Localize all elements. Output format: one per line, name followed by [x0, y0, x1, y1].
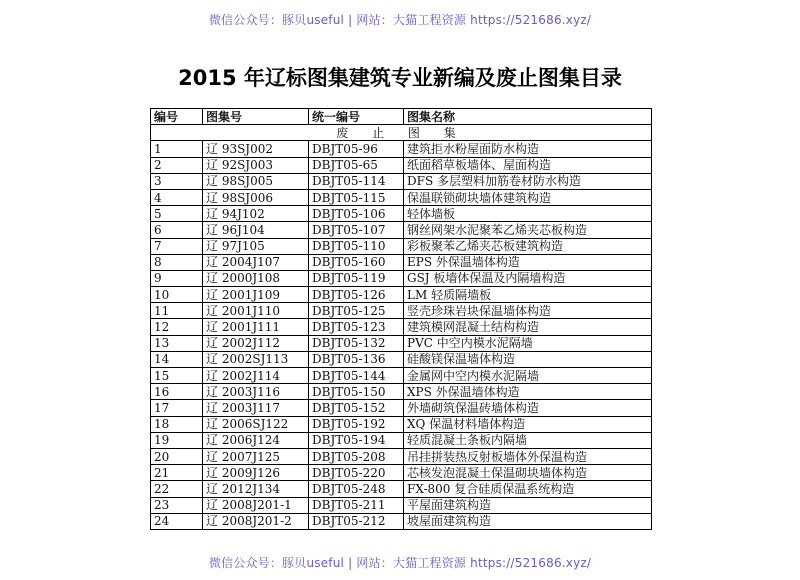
- table-row: [151, 513, 652, 529]
- row-number: 11: [151, 303, 203, 319]
- table-row: [151, 319, 652, 335]
- atlas-name: 纸面稻草板墙体、屋面构造: [404, 157, 652, 173]
- unified-number: DBJT05-106: [309, 206, 404, 222]
- unified-number: DBJT05-136: [309, 351, 404, 367]
- table-row: [151, 497, 652, 513]
- atlas-name: XPS 外保温墙体构造: [404, 384, 652, 400]
- unified-number: DBJT05-132: [309, 335, 404, 351]
- atlas-name: 保温联锁砌块墙体建筑构造: [404, 189, 652, 205]
- table-row: [151, 351, 652, 367]
- table-row: [151, 206, 652, 222]
- atlas-name: 金属网中空内模水泥隔墙: [404, 368, 652, 384]
- unified-number: DBJT05-248: [309, 481, 404, 497]
- row-number: 15: [151, 368, 203, 384]
- unified-number: DBJT05-160: [309, 254, 404, 270]
- atlas-number: 辽 93SJ002: [203, 141, 309, 157]
- row-number: 12: [151, 319, 203, 335]
- row-number: 2: [151, 157, 203, 173]
- atlas-number: 辽 97J105: [203, 238, 309, 254]
- row-number: 20: [151, 448, 203, 464]
- watermark-bottom: 微信公众号：豚贝useful | 网站：大猫工程资源 https://521686.xyz/: [208, 556, 592, 570]
- atlas-name: DFS 多层塑料加筋卷材防水构造: [404, 173, 652, 189]
- row-number: 18: [151, 416, 203, 432]
- unified-number: DBJT05-125: [309, 303, 404, 319]
- row-number: 6: [151, 222, 203, 238]
- table-row: [151, 432, 652, 448]
- table-row: [151, 238, 652, 254]
- table-row: [151, 400, 652, 416]
- atlas-number: 辽 2012J134: [203, 481, 309, 497]
- unified-number: DBJT05-192: [309, 416, 404, 432]
- atlas-name: 坡屋面建筑构造: [404, 513, 652, 529]
- table-row: [151, 384, 652, 400]
- table-row: [151, 368, 652, 384]
- row-number: 13: [151, 335, 203, 351]
- unified-number: DBJT05-126: [309, 287, 404, 303]
- atlas-number: 辽 2004J107: [203, 254, 309, 270]
- atlas-name: 建筑模网混凝土结构构造: [404, 319, 652, 335]
- atlas-number: 辽 2001J110: [203, 303, 309, 319]
- atlas-number: 辽 94J102: [203, 206, 309, 222]
- table-row: [151, 173, 652, 189]
- unified-number: DBJT05-96: [309, 141, 404, 157]
- atlas-number: 辽 2001J109: [203, 287, 309, 303]
- atlas-number: 辽 2007J125: [203, 448, 309, 464]
- atlas-name: 硅酸镁保温墙体构造: [404, 351, 652, 367]
- unified-number: DBJT05-107: [309, 222, 404, 238]
- unified-number: DBJT05-65: [309, 157, 404, 173]
- section-label: 废 止 图 集: [151, 125, 652, 141]
- row-number: 14: [151, 351, 203, 367]
- row-number: 24: [151, 513, 203, 529]
- atlas-number: 辽 2008J201-1: [203, 497, 309, 513]
- table-row: [151, 481, 652, 497]
- atlas-number: 辽 2003J116: [203, 384, 309, 400]
- table-row: [151, 465, 652, 481]
- atlas-name: FX-800 复合硅质保温系统构造: [404, 481, 652, 497]
- table-row: [151, 270, 652, 286]
- atlas-number: 辽 2000J108: [203, 270, 309, 286]
- page-title: 2015 年辽标图集建筑专业新编及废止图集目录: [178, 66, 622, 90]
- atlas-number: 辽 92SJ003: [203, 157, 309, 173]
- atlas-name: LM 轻质隔墙板: [404, 287, 652, 303]
- header-unified-no: 统一编号: [309, 109, 404, 125]
- row-number: 8: [151, 254, 203, 270]
- atlas-name: 建筑拒水粉屋面防水构造: [404, 141, 652, 157]
- row-number: 16: [151, 384, 203, 400]
- unified-number: DBJT05-211: [309, 497, 404, 513]
- atlas-number: 辽 2001J111: [203, 319, 309, 335]
- table-row: [151, 189, 652, 205]
- unified-number: DBJT05-208: [309, 448, 404, 464]
- atlas-number: 辽 96J104: [203, 222, 309, 238]
- atlas-name: 外墙砌筑保温砖墙体构造: [404, 400, 652, 416]
- unified-number: DBJT05-115: [309, 189, 404, 205]
- unified-number: DBJT05-152: [309, 400, 404, 416]
- table-row: [151, 416, 652, 432]
- table-row: [151, 254, 652, 270]
- row-number: 23: [151, 497, 203, 513]
- row-number: 1: [151, 141, 203, 157]
- table-row: [151, 448, 652, 464]
- atlas-number: 辽 2008J201-2: [203, 513, 309, 529]
- unified-number: DBJT05-119: [309, 270, 404, 286]
- row-number: 22: [151, 481, 203, 497]
- atlas-name: 钢丝网架水泥聚苯乙烯夹芯板构造: [404, 222, 652, 238]
- atlas-number: 辽 2003J117: [203, 400, 309, 416]
- atlas-number: 辽 2002J112: [203, 335, 309, 351]
- row-number: 21: [151, 465, 203, 481]
- atlas-name: 彩板聚苯乙烯夹芯板建筑构造: [404, 238, 652, 254]
- atlas-name: PVC 中空内模水泥隔墙: [404, 335, 652, 351]
- atlas-name: 吊挂拼装热反射板墙体外保温构造: [404, 448, 652, 464]
- row-number: 9: [151, 270, 203, 286]
- atlas-number: 辽 2009J126: [203, 465, 309, 481]
- header-atlas-name: 图集名称: [404, 109, 652, 125]
- catalog-table: [150, 108, 652, 530]
- unified-number: DBJT05-212: [309, 513, 404, 529]
- unified-number: DBJT05-150: [309, 384, 404, 400]
- row-number: 5: [151, 206, 203, 222]
- table-row: [151, 141, 652, 157]
- row-number: 3: [151, 173, 203, 189]
- unified-number: DBJT05-114: [309, 173, 404, 189]
- header-atlas-no: 图集号: [203, 109, 309, 125]
- table-row: [151, 222, 652, 238]
- atlas-number: 辽 2002SJ113: [203, 351, 309, 367]
- atlas-name: 轻质混凝土条板内隔墙: [404, 432, 652, 448]
- row-number: 17: [151, 400, 203, 416]
- watermark-top: 微信公众号：豚贝useful | 网站：大猫工程资源 https://521686.xyz/: [208, 13, 592, 27]
- unified-number: DBJT05-123: [309, 319, 404, 335]
- header-number: 编号: [151, 109, 203, 125]
- row-number: 10: [151, 287, 203, 303]
- row-number: 4: [151, 189, 203, 205]
- atlas-name: GSJ 板墙体保温及内隔墙构造: [404, 270, 652, 286]
- table-header-row: [151, 109, 652, 125]
- table-row: [151, 335, 652, 351]
- atlas-name: 轻体墙板: [404, 206, 652, 222]
- unified-number: DBJT05-110: [309, 238, 404, 254]
- row-number: 19: [151, 432, 203, 448]
- atlas-number: 辽 98SJ005: [203, 173, 309, 189]
- unified-number: DBJT05-194: [309, 432, 404, 448]
- atlas-name: 竖壳珍珠岩块保温墙体构造: [404, 303, 652, 319]
- table-row: [151, 303, 652, 319]
- unified-number: DBJT05-220: [309, 465, 404, 481]
- atlas-number: 辽 2002J114: [203, 368, 309, 384]
- atlas-name: EPS 外保温墙体构造: [404, 254, 652, 270]
- row-number: 7: [151, 238, 203, 254]
- section-row: [151, 125, 652, 141]
- atlas-number: 辽 2006J124: [203, 432, 309, 448]
- atlas-number: 辽 2006SJ122: [203, 416, 309, 432]
- atlas-name: XQ 保温材料墙体构造: [404, 416, 652, 432]
- table-row: [151, 287, 652, 303]
- table-row: [151, 157, 652, 173]
- atlas-name: 平屋面建筑构造: [404, 497, 652, 513]
- atlas-name: 芯核发泡混凝土保温砌块墙体构造: [404, 465, 652, 481]
- atlas-number: 辽 98SJ006: [203, 189, 309, 205]
- unified-number: DBJT05-144: [309, 368, 404, 384]
